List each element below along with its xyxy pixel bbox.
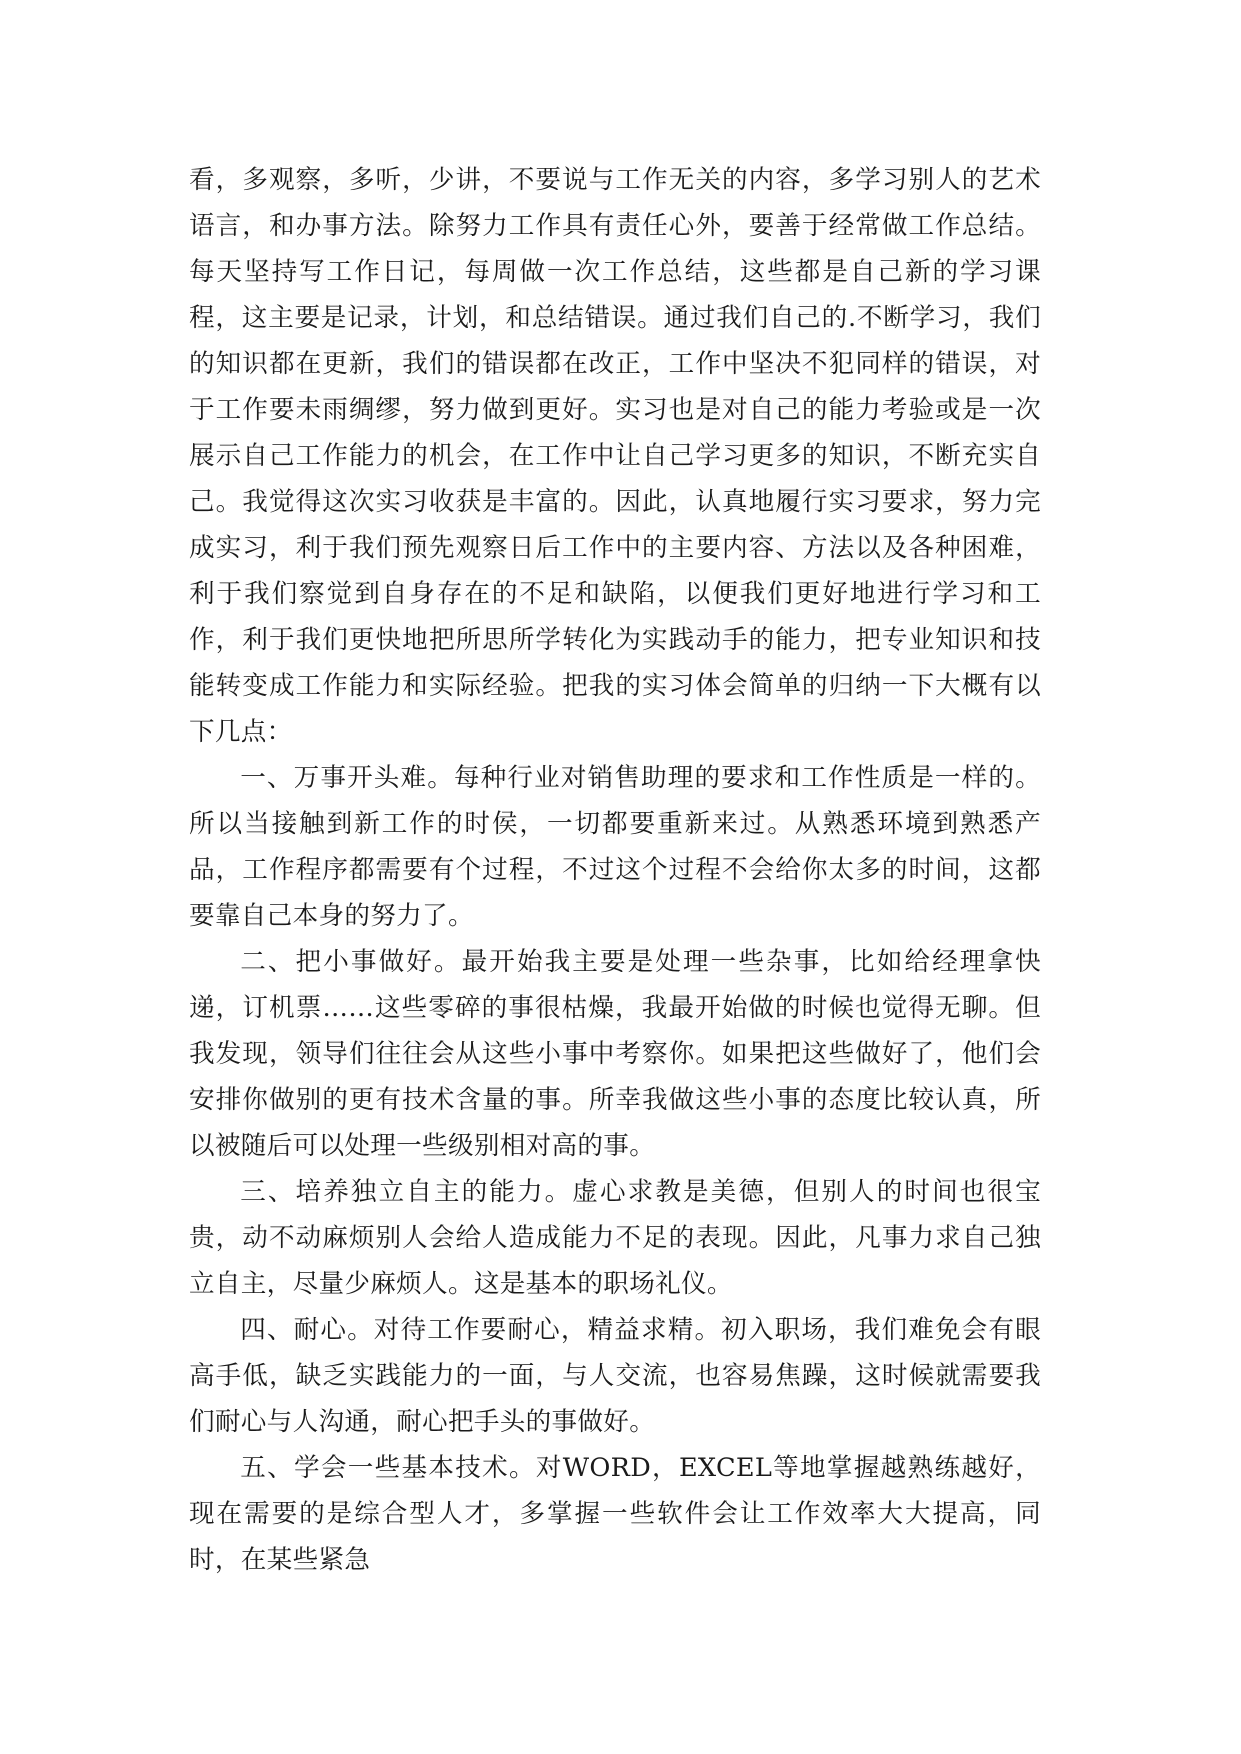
paragraph-point-3: 三、培养独立自主的能力。虚心求教是美德，但别人的时间也很宝贵，动不动麻烦别人会给人造成能力不足的表现。因此，凡事力求自己独立自主，尽量少麻烦人。这是基本的职场礼仪。	[189, 1177, 1041, 1299]
document-body	[189, 157, 1041, 1583]
paragraph-point-5: 五、学会一些基本技术。对WORD，EXCEL等地掌握越熟练越好，现在需要的是综合型人才，多掌握一些软件会让工作效率大大提高，同时，在某些紧急	[189, 1453, 1041, 1575]
paragraph-intro-continued: 看，多观察，多听，少讲，不要说与工作无关的内容，多学习别人的艺术语言，和办事方法。除努力工作具有责任心外，要善于经常做工作总结。每天坚持写工作日记，每周做一次工作总结，这些都是自己新的学习课程，这主要是记录，计划，和总结错误。通过我们自己的.不断学习，我们的知识都在更新，我们的错误都在改正，工作中坚决不犯同样的错误，对于工作要未雨绸缪，努力做到更好。实习也是对自己的能力考验或是一次展示自己工作能力的机会，在工作中让自己学习更多的知识，不断充实自己。我觉得这次实习收获是丰富的。因此，认真地履行实习要求，努力完成实习，利于我们预先观察日后工作中的主要内容、方法以及各种困难，利于我们察觉到自身存在的不足和缺陷，以便我们更好地进行学习和工作，利于我们更快地把所思所学转化为实践动手的能力，把专业知识和技能转变成工作能力和实际经验。把我的实习体会简单的归纳一下大概有以下几点：	[189, 165, 1041, 747]
paragraph-point-4: 四、耐心。对待工作要耐心，精益求精。初入职场，我们难免会有眼高手低，缺乏实践能力的一面，与人交流，也容易焦躁，这时候就需要我们耐心与人沟通，耐心把手头的事做好。	[189, 1315, 1041, 1437]
paragraph-point-1: 一、万事开头难。每种行业对销售助理的要求和工作性质是一样的。所以当接触到新工作的时侯，一切都要重新来过。从熟悉环境到熟悉产品，工作程序都需要有个过程，不过这个过程不会给你太多的时间，这都要靠自己本身的努力了。	[189, 763, 1041, 931]
paragraph-point-2: 二、把小事做好。最开始我主要是处理一些杂事，比如给经理拿快递，订机票……这些零碎的事很枯燥，我最开始做的时候也觉得无聊。但我发现，领导们往往会从这些小事中考察你。如果把这些做好了，他们会安排你做别的更有技术含量的事。所幸我做这些小事的态度比较认真，所以被随后可以处理一些级别相对高的事。	[189, 947, 1041, 1161]
